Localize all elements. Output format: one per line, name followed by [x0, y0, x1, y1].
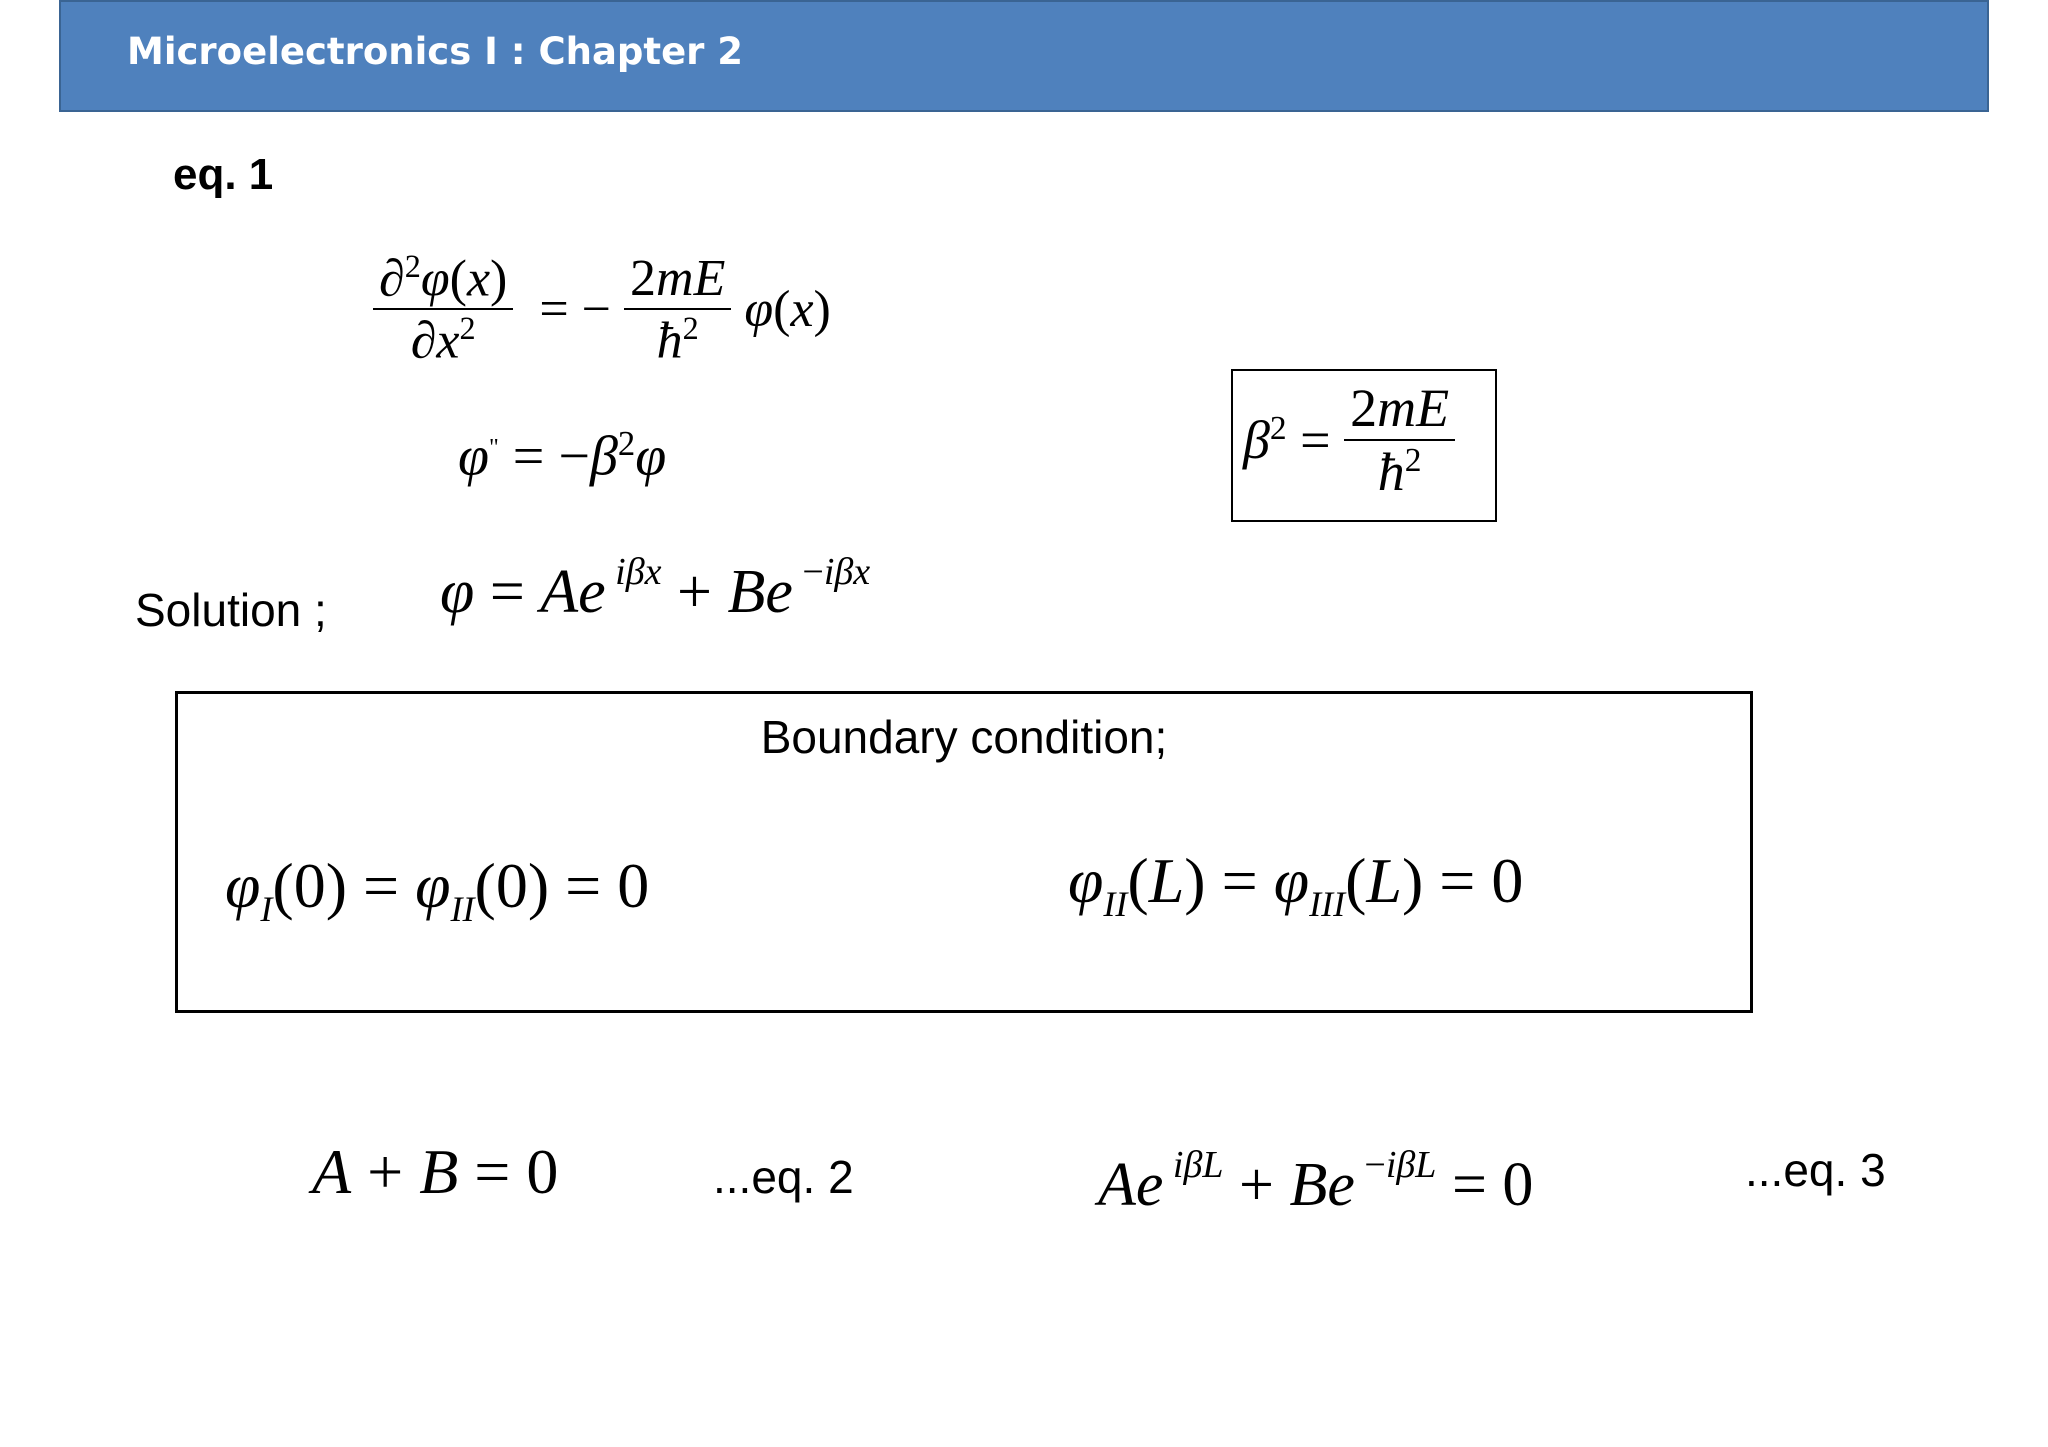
lhs-fraction: $\frac{\partial^2\varphi(x)}{\partial x^2}$ — [373, 248, 513, 371]
header-bar — [59, 0, 1989, 112]
header-title: Microelectronics I : Chapter 2 — [127, 30, 744, 73]
eq1-label: eq. 1 — [173, 150, 274, 199]
second-derivative-equation: $\varphi^" = -\beta^2\varphi$ — [458, 424, 667, 488]
eq2-equation: A + B = 0 — [312, 1136, 559, 1207]
bc-left-equation: $\varphi_I(0) = \varphi_{II}(0) = 0$ — [225, 850, 650, 929]
boundary-condition-box — [175, 691, 1753, 1013]
beta-definition-box: $\beta^2$ = $\frac{2mE}{ħ^2}$ — [1231, 369, 1497, 522]
boundary-condition-title: Boundary condition; — [760, 711, 1168, 763]
eq3-label: ...eq. 3 — [1745, 1144, 1886, 1196]
solution-label: Solution ; — [135, 584, 327, 636]
eq2-label: ...eq. 2 — [713, 1151, 854, 1203]
solution-equation: φ = Ae $^{i\beta x}$ + Be $^{-i\beta x}$ — [440, 551, 871, 626]
bc-right-equation: $\varphi_{II}(L) = \varphi_{III}(L) = 0$ — [1068, 845, 1524, 924]
rhs-fraction: $\frac{2mE}{ħ^2}$ — [624, 249, 731, 370]
schrodinger-equation: $\frac{\partial^2\varphi(x)}{\partial x^2}$ = − $\frac{2mE}{ħ^2}$ φ(x) — [373, 248, 831, 371]
eq3-equation: Ae $^{i\beta L}$ + Be $^{-i\beta L}$ = 0 — [1098, 1144, 1534, 1219]
